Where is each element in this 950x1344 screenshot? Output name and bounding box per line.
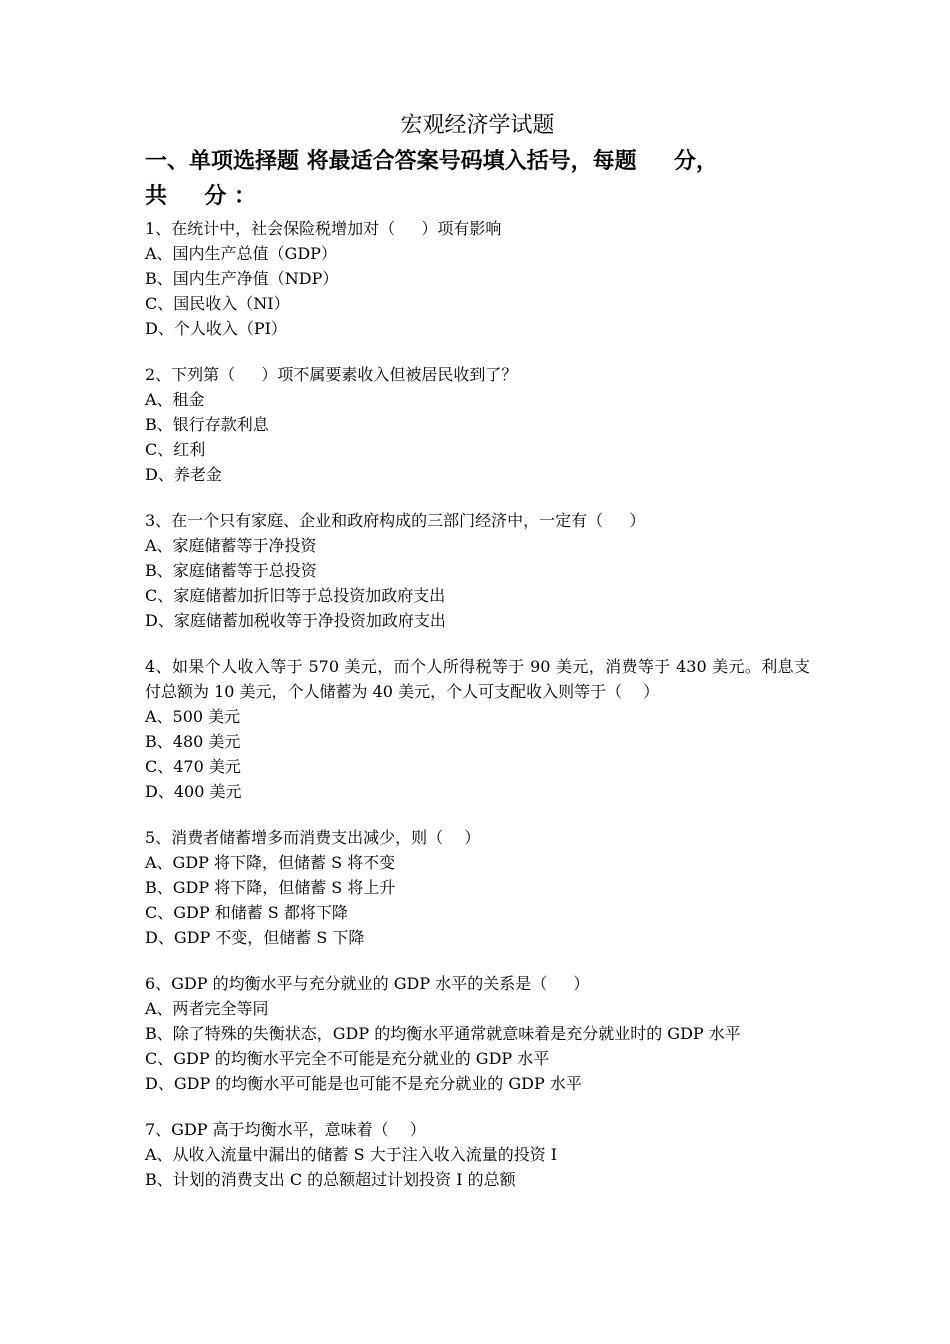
- option-a: A、租金: [145, 390, 205, 409]
- option-d: D、养老金: [145, 465, 222, 484]
- option-d: D、400 美元: [145, 782, 242, 801]
- option-b: B、银行存款利息: [145, 415, 269, 434]
- option-a: A、从收入流量中漏出的储蓄 S 大于注入收入流量的投资 I: [145, 1145, 558, 1164]
- question-stem: 4、如果个人收入等于 570 美元，而个人所得税等于 90 美元，消费等于 430 美元。利息支付总额为 10 美元，个人储蓄为 40 美元，个人可支配收入则等于（ ）: [145, 657, 810, 701]
- option-d: D、个人收入（PI）: [145, 319, 287, 338]
- document-page: [145, 108, 810, 1213]
- section-heading-line-1: 一、单项选择题 将最适合答案号码填入括号，每题 分，: [145, 149, 718, 174]
- question-1: [145, 216, 810, 341]
- section-heading-line-2: 共 分 ：: [145, 184, 256, 209]
- question-4: [145, 654, 810, 804]
- document-title: 宏观经济学试题: [400, 113, 555, 138]
- option-c: C、红利: [145, 440, 206, 459]
- option-a: A、两者完全等同: [145, 999, 269, 1018]
- option-c: C、国民收入（NI）: [145, 294, 290, 313]
- option-c: C、GDP 和储蓄 S 都将下降: [145, 903, 348, 922]
- option-d: D、GDP 的均衡水平可能是也可能不是充分就业的 GDP 水平: [145, 1074, 582, 1093]
- option-c: C、GDP 的均衡水平完全不可能是充分就业的 GDP 水平: [145, 1049, 550, 1068]
- question-5: [145, 825, 810, 950]
- option-b: B、计划的消费支出 C 的总额超过计划投资 I 的总额: [145, 1170, 516, 1189]
- question-stem: 1、在统计中，社会保险税增加对（ ）项有影响: [145, 219, 502, 238]
- option-d: D、GDP 不变，但储蓄 S 下降: [145, 928, 365, 947]
- option-b: B、除了特殊的失衡状态，GDP 的均衡水平通常就意味着是充分就业时的 GDP 水平: [145, 1024, 741, 1043]
- option-b: B、国内生产净值（NDP）: [145, 269, 339, 288]
- option-c: C、470 美元: [145, 757, 241, 776]
- question-3: [145, 508, 810, 633]
- question-stem: 6、GDP 的均衡水平与充分就业的 GDP 水平的关系是（ ）: [145, 974, 590, 993]
- question-2: [145, 362, 810, 487]
- option-a: A、家庭储蓄等于净投资: [145, 536, 317, 555]
- question-stem: 2、下列第（ ）项不属要素收入但被居民收到了？: [145, 365, 518, 384]
- option-b: B、GDP 将下降，但储蓄 S 将上升: [145, 878, 396, 897]
- question-6: [145, 971, 810, 1096]
- option-a: A、500 美元: [145, 707, 241, 726]
- option-d: D、家庭储蓄加税收等于净投资加政府支出: [145, 611, 446, 630]
- option-a: A、国内生产总值（GDP）: [145, 244, 337, 263]
- option-b: B、480 美元: [145, 732, 241, 751]
- option-a: A、GDP 将下降，但储蓄 S 将不变: [145, 853, 396, 872]
- option-b: B、家庭储蓄等于总投资: [145, 561, 317, 580]
- question-stem: 3、在一个只有家庭、企业和政府构成的三部门经济中，一定有（ ）: [145, 511, 646, 530]
- option-c: C、家庭储蓄加折旧等于总投资加政府支出: [145, 586, 446, 605]
- question-stem: 5、消费者储蓄增多而消费支出减少，则（ ）: [145, 828, 481, 847]
- question-7: [145, 1117, 810, 1192]
- section-heading: [145, 144, 810, 214]
- question-stem: 7、GDP 高于均衡水平，意味着（ ）: [145, 1120, 426, 1139]
